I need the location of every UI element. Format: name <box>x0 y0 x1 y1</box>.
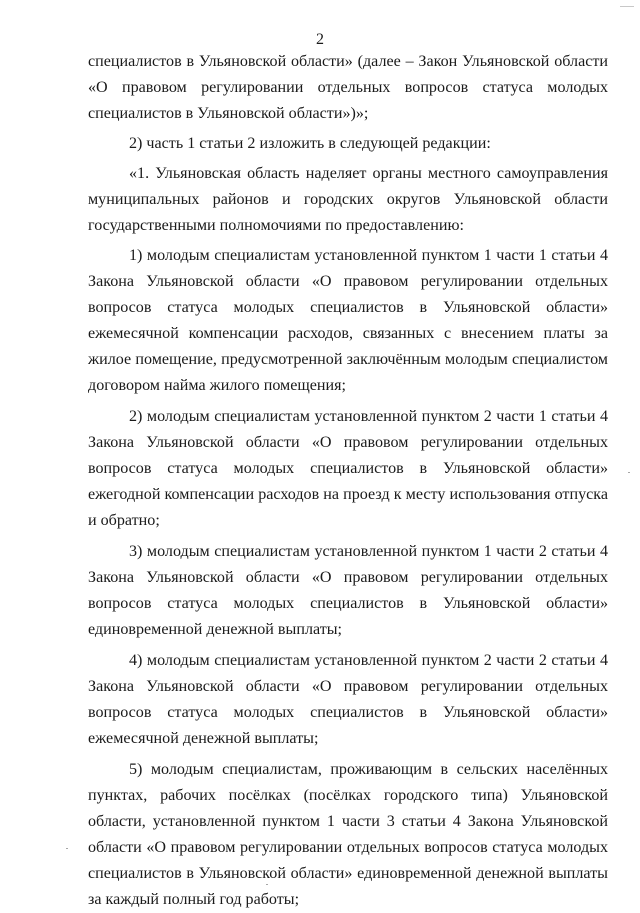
page-number: 2 <box>316 31 324 48</box>
paragraph-continuation: специалистов в Ульяновской области» (далее – Закон Ульяновской области «О правовом регулировании отдельных вопросов статуса молодых специалистов в Ульяновской области»)»; <box>88 53 608 122</box>
scan-speck <box>66 848 68 849</box>
paragraph-subitem-2: 2) молодым специалистам установленной пунктом 2 части 1 статьи 4 Закона Ульяновской области «О правовом регулировании отдельных вопросов статуса молодых специалистов в Ульяновской области» ежегодной компенсации расходов на проезд к месту использования отпуска и обратно; <box>88 408 608 529</box>
scan-speck <box>266 884 268 885</box>
paragraph-item-2: 2) часть 1 статьи 2 изложить в следующей редакции: <box>129 135 491 152</box>
paragraph-new-part-1: «1. Ульяновская область наделяет органы местного самоуправления муниципальных районов и городских округов Ульяновской области государственными полномочиями по предоставлению: <box>88 165 608 234</box>
paragraph-subitem-1: 1) молодым специалистам установленной пунктом 1 части 1 статьи 4 Закона Ульяновской области «О правовом регулировании отдельных вопросов статуса молодых специалистов в Ульяновской области» ежемесячной компенсации расходов, связанных с внесением платы за жилое помещение, предусмотренной заключённым молодым специалистом договором найма жилого помещения; <box>88 247 608 394</box>
paragraph-subitem-4: 4) молодым специалистам установленной пунктом 2 части 2 статьи 4 Закона Ульяновской области «О правовом регулировании отдельных вопросов статуса молодых специалистов в Ульяновской области» ежемесячной денежной выплаты; <box>88 652 608 747</box>
scan-speck <box>628 472 630 473</box>
scan-artifact <box>620 6 634 7</box>
paragraph-subitem-3: 3) молодым специалистам установленной пунктом 1 части 2 статьи 4 Закона Ульяновской области «О правовом регулировании отдельных вопросов статуса молодых специалистов в Ульяновской области» единовременной денежной выплаты; <box>88 543 608 638</box>
paragraph-subitem-5: 5) молодым специалистам, проживающим в сельских населённых пунктах, рабочих посёлках (посёлках городского типа) Ульяновской области, установленной пунктом 1 части 3 статьи 4 Закона Ульяновской области «О правовом регулировании отдельных вопросов статуса молодых специалистов в Ульяновской области» единовременной денежной выплаты за каждый полный год работы; <box>88 761 608 908</box>
document-body <box>88 49 608 913</box>
